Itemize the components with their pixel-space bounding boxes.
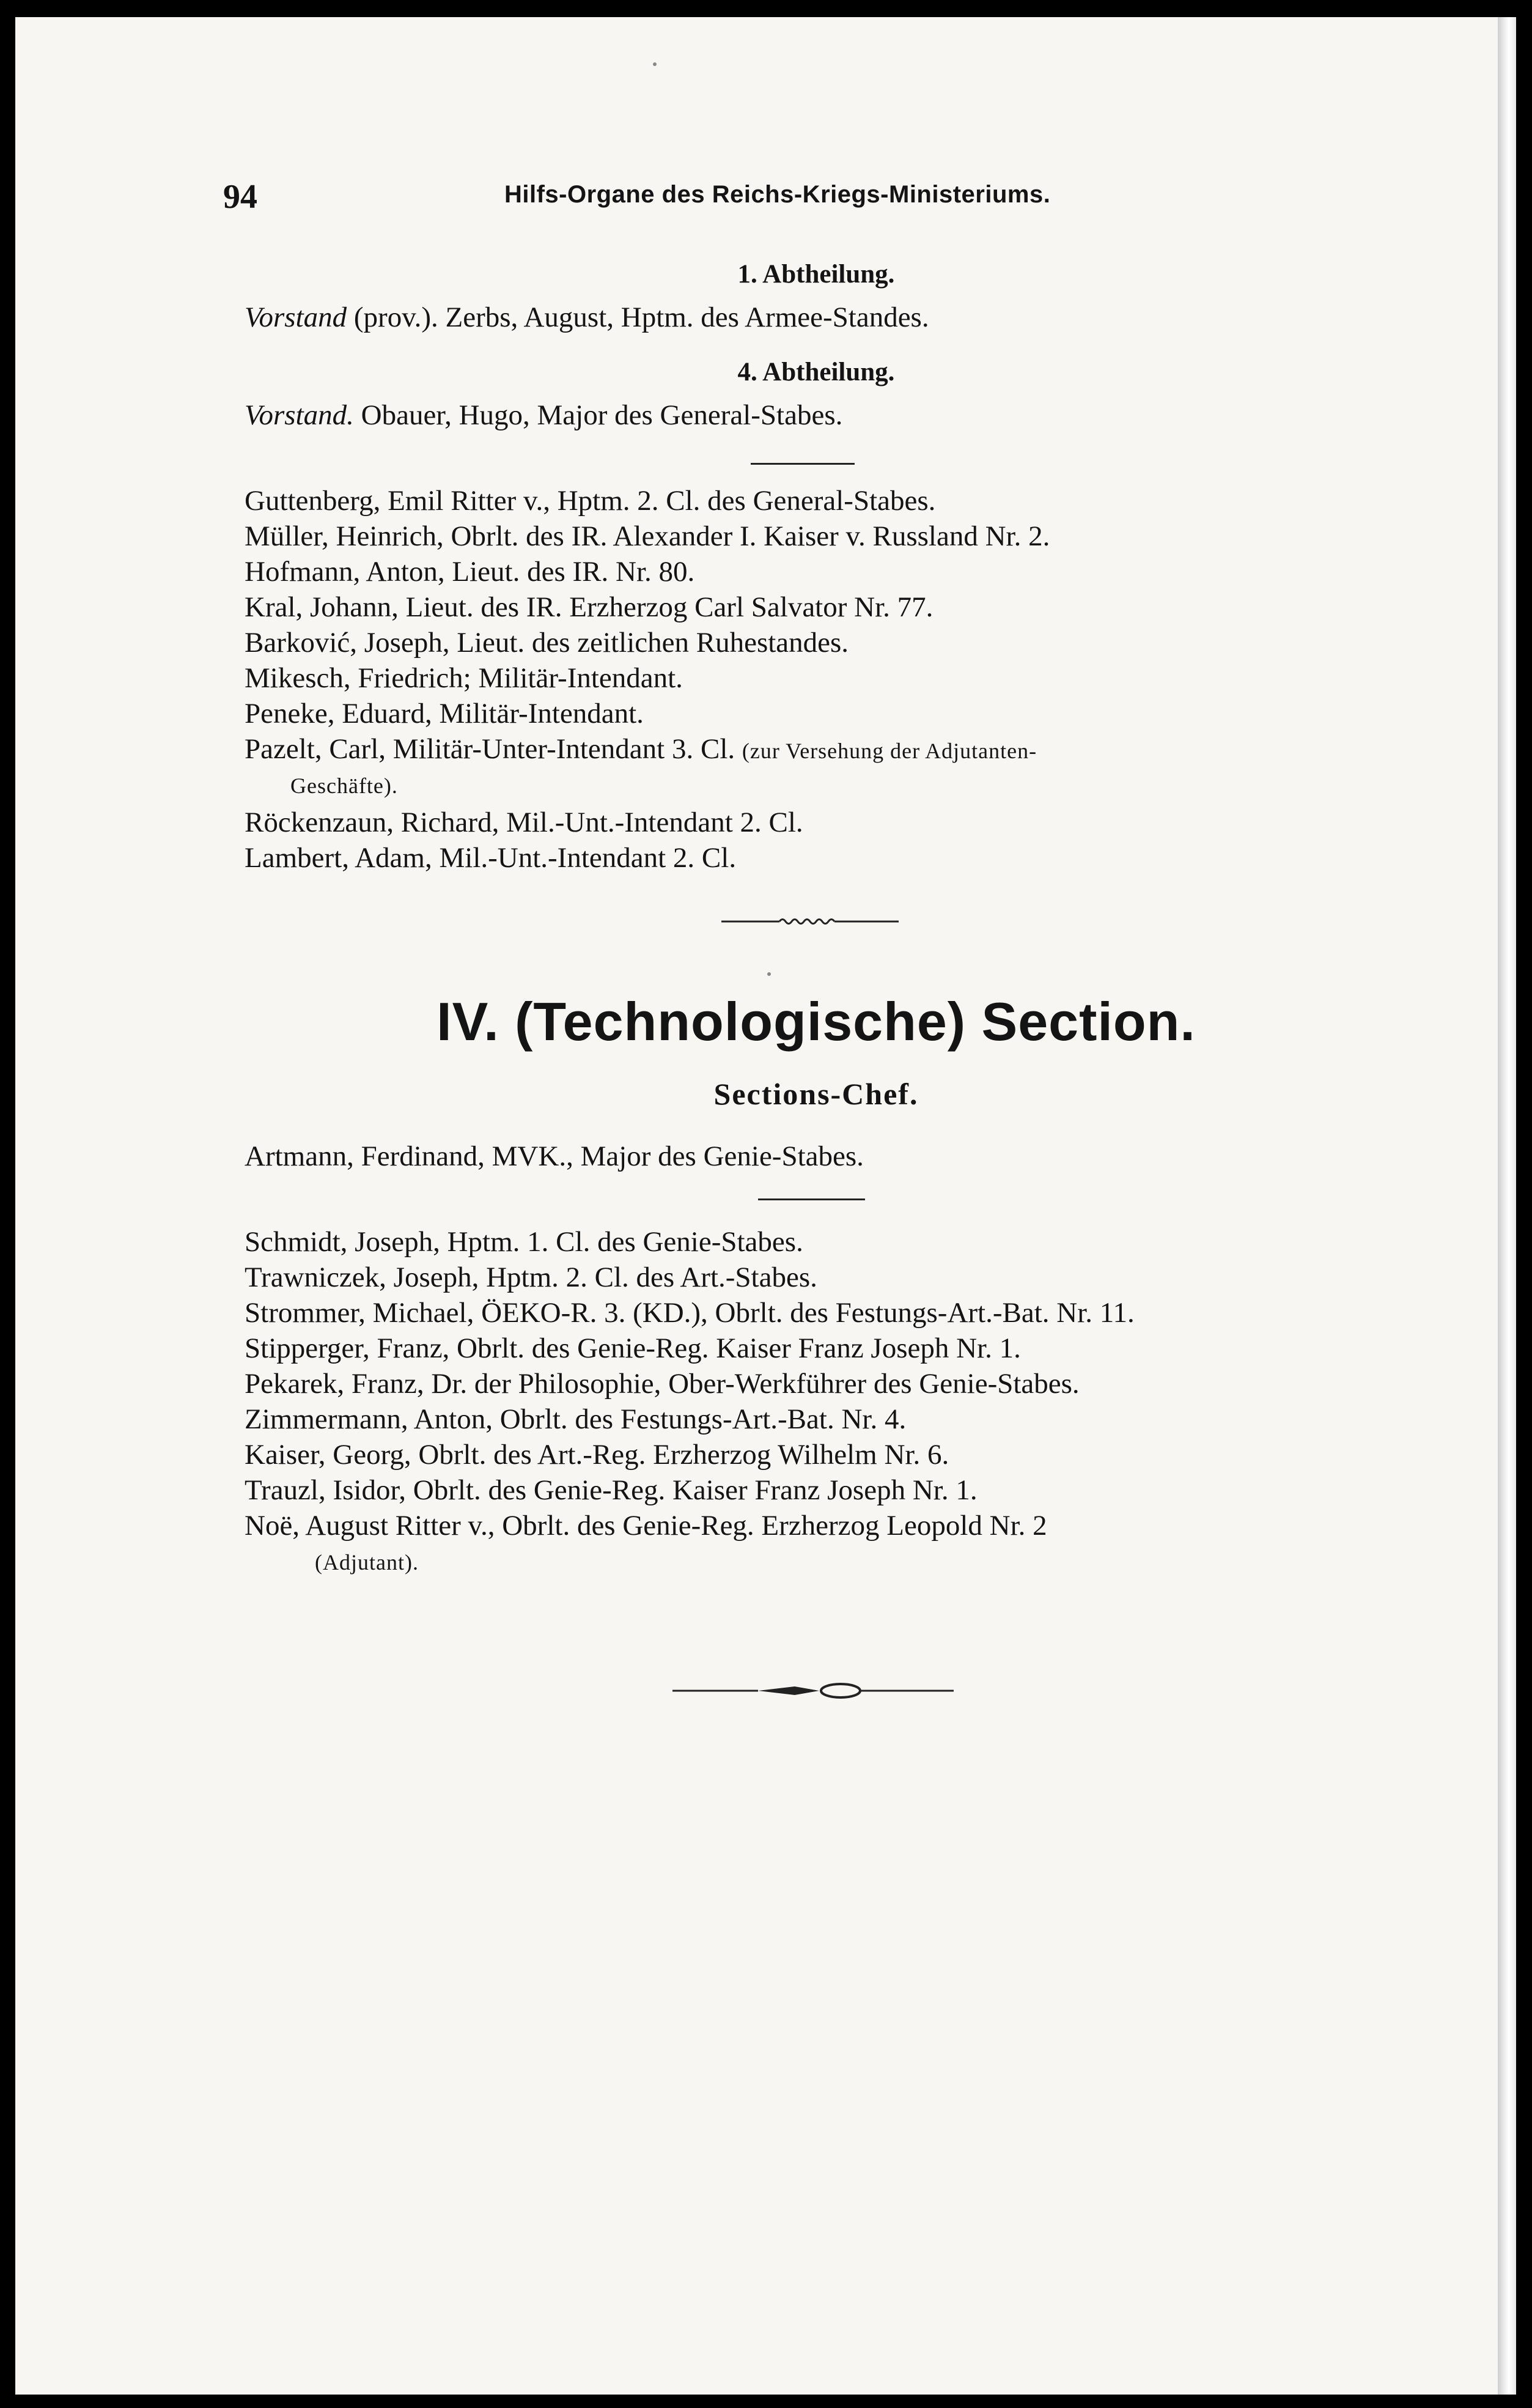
list-item: Trawniczek, Joseph, Hptm. 2. Cl. des Art.-Stabes. xyxy=(245,1261,817,1293)
list-item: Lambert, Adam, Mil.-Unt.-Intendant 2. Cl. xyxy=(245,842,737,874)
vorstand-text: Obauer, Hugo, Major des General-Stabes. xyxy=(361,399,843,431)
sections-chef-name: Artmann, Ferdinand, MVK., Major des Genie-Stabes. xyxy=(245,1140,864,1172)
pazelt-note: (zur Versehung der Adjutanten- xyxy=(742,739,1037,763)
list-item: Trauzl, Isidor, Obrlt. des Genie-Reg. Kaiser Franz Joseph Nr. 1. xyxy=(245,1474,978,1506)
list-item: Röckenzaun, Richard, Mil.-Unt.-Intendant 2. Cl. xyxy=(245,807,803,838)
abtheilung-1-heading: 1. Abtheilung. xyxy=(737,260,895,289)
pazelt-note-cont: Geschäfte). xyxy=(290,774,398,798)
list-item: Zimmermann, Anton, Obrlt. des Festungs-Art.-Bat. Nr. 4. xyxy=(245,1403,907,1435)
list-item-noe: Noë, August Ritter v., Obrlt. des Genie-Reg. Erzherzog Leopold Nr. 2 xyxy=(245,1510,1047,1542)
end-ornament xyxy=(672,1679,954,1703)
list-item: Stipperger, Franz, Obrlt. des Genie-Reg. Kaiser Franz Joseph Nr. 1. xyxy=(245,1332,1021,1364)
list-item: Peneke, Eduard, Militär-Intendant. xyxy=(245,698,644,729)
list-item: Schmidt, Joseph, Hptm. 1. Cl. des Genie-Stabes. xyxy=(245,1226,803,1258)
running-head: Hilfs-Organe des Reichs-Kriegs-Ministeriums. xyxy=(504,181,1051,208)
noe-cont: (Adjutant). xyxy=(315,1550,419,1575)
list-item: Mikesch, Friedrich; Militär-Intendant. xyxy=(245,662,683,694)
page-edge xyxy=(1498,17,1516,2395)
list-item: Barković, Joseph, Lieut. des zeitlichen Ruhestandes. xyxy=(245,627,849,659)
list-item: Guttenberg, Emil Ritter v., Hptm. 2. Cl. des General-Stabes. xyxy=(245,485,936,517)
list-item: Müller, Heinrich, Obrlt. des IR. Alexander I. Kaiser v. Russland Nr. 2. xyxy=(245,520,1050,552)
pazelt-main: Pazelt, Carl, Militär-Unter-Intendant 3. Cl. xyxy=(245,733,735,765)
list-item: Hofmann, Anton, Lieut. des IR. Nr. 80. xyxy=(245,556,695,588)
list-item-pazelt xyxy=(245,731,1388,769)
abtheilung-4-heading: 4. Abtheilung. xyxy=(737,358,895,386)
wave-ornament xyxy=(721,914,899,929)
list-item: Strommer, Michael, ÖEKO-R. 3. (KD.), Obrlt. des Festungs-Art.-Bat. Nr. 11. xyxy=(245,1297,1135,1329)
speck xyxy=(653,62,657,66)
vorstand-label: Vorstand xyxy=(245,301,347,333)
abtheilung-1-vorstand xyxy=(245,300,1388,335)
page-header xyxy=(223,177,1117,214)
list-item: Kaiser, Georg, Obrlt. des Art.-Reg. Erzherzog Wilhelm Nr. 6. xyxy=(245,1439,949,1471)
abtheilung-4-vorstand xyxy=(245,397,1388,433)
list-item: Kral, Johann, Lieut. des IR. Erzherzog Carl Salvator Nr. 77. xyxy=(245,591,934,623)
sections-chef-heading: Sections-Chef. xyxy=(713,1077,919,1111)
divider xyxy=(751,463,855,465)
divider xyxy=(758,1198,865,1200)
section-title: IV. (Technologische) Section. xyxy=(436,991,1196,1052)
speck xyxy=(767,972,771,976)
vorstand-text: (prov.). Zerbs, August, Hptm. des Armee-Standes. xyxy=(353,301,929,333)
list-item: Pekarek, Franz, Dr. der Philosophie, Ober-Werkführer des Genie-Stabes. xyxy=(245,1368,1080,1400)
page-number: 94 xyxy=(223,178,257,216)
vorstand-label: Vorstand. xyxy=(245,399,354,431)
